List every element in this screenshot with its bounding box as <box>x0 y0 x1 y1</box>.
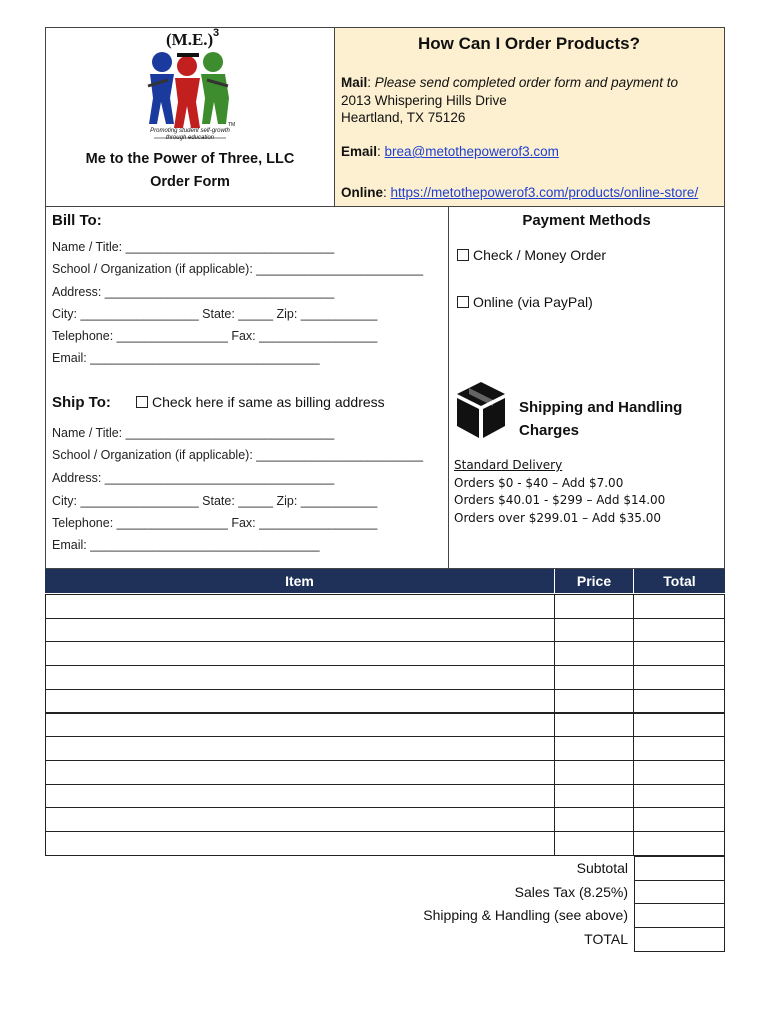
total-cell[interactable] <box>633 807 725 832</box>
company-name: Me to the Power of Three, LLC <box>85 151 295 167</box>
summary-value-box[interactable] <box>634 903 725 928</box>
price-cell[interactable] <box>554 736 634 761</box>
price-cell[interactable] <box>554 641 634 666</box>
item-cell[interactable] <box>45 784 555 809</box>
online-label: Online <box>341 185 384 200</box>
mail-text: Please send completed order form and payment to <box>374 75 678 90</box>
logo-tagline: Promoting student self-growth through education <box>150 128 230 141</box>
logo-text: (M.E.) <box>166 30 214 49</box>
summary-value-box[interactable] <box>634 856 725 881</box>
bill-to-title: Bill To: <box>52 212 102 229</box>
item-cell[interactable] <box>45 665 555 690</box>
email-label: Email <box>341 144 378 159</box>
total-cell[interactable] <box>633 618 725 643</box>
payment-option-check[interactable] <box>457 247 606 263</box>
standard-delivery-label: Standard Delivery <box>454 458 563 472</box>
total-cell[interactable] <box>633 736 725 761</box>
summary-label: Sales Tax (8.25%) <box>514 883 628 900</box>
ship-to-title: Ship To: <box>52 394 111 411</box>
online-line: Online: https://metothepowerof3.com/products/online-store/ <box>341 185 699 200</box>
shipping-rates <box>454 457 665 527</box>
email-link[interactable]: brea@metothepowerof3.com <box>384 144 559 159</box>
payment-option-paypal[interactable] <box>457 294 593 310</box>
bill-address-field[interactable]: Address: _________________________________ <box>52 285 335 299</box>
total-cell[interactable] <box>633 641 725 666</box>
shipping-box-icon <box>456 381 506 439</box>
company-logo <box>130 27 250 141</box>
company-block <box>50 148 330 194</box>
email-line: Email: brea@metothepowerof3.com <box>341 144 559 159</box>
shipping-title <box>519 396 682 442</box>
address-line-2: Heartland, TX 75126 <box>341 110 466 125</box>
mail-label: Mail <box>341 75 368 90</box>
shipping-rate-1: Orders $0 - $40 – Add $7.00 <box>454 475 624 490</box>
price-cell[interactable] <box>554 807 634 832</box>
divider <box>334 28 335 206</box>
same-as-billing-checkbox[interactable] <box>136 396 148 408</box>
total-column-header: Total <box>634 569 725 593</box>
price-cell[interactable] <box>554 689 634 714</box>
shipping-rate-2: Orders $40.01 - $299 – Add $14.00 <box>454 493 666 507</box>
check-money-order-label: Check / Money Order <box>473 247 607 263</box>
ship-address-field[interactable]: Address: _________________________________ <box>52 471 335 485</box>
item-cell[interactable] <box>45 760 555 785</box>
paypal-label: Online (via PayPal) <box>473 294 593 310</box>
total-cell[interactable] <box>633 713 725 738</box>
ship-phone-fax-field[interactable]: Telephone: ________________ Fax: _________________ <box>52 516 378 530</box>
total-cell[interactable] <box>633 784 725 809</box>
check-money-order-checkbox[interactable] <box>457 249 469 261</box>
price-column-header: Price <box>555 569 633 593</box>
total-cell[interactable] <box>633 831 725 856</box>
summary-label: Subtotal <box>576 860 628 876</box>
shipping-title-line-1: Shipping and Handling <box>519 399 683 416</box>
total-cell[interactable] <box>633 689 725 714</box>
item-cell[interactable] <box>45 641 555 666</box>
paypal-checkbox[interactable] <box>457 296 469 308</box>
price-cell[interactable] <box>554 665 634 690</box>
item-cell[interactable] <box>45 594 555 619</box>
same-as-billing-option[interactable] <box>136 394 385 410</box>
price-cell[interactable] <box>554 713 634 738</box>
online-store-link[interactable]: https://metothepowerof3.com/products/online-store/ <box>390 185 699 200</box>
shipping-title-line-2: Charges <box>519 422 580 439</box>
bill-phone-fax-field[interactable]: Telephone: ________________ Fax: _________________ <box>52 329 378 343</box>
summary-value-box[interactable] <box>634 927 725 952</box>
bill-email-field[interactable]: Email: _________________________________ <box>52 351 320 365</box>
ship-school-field[interactable]: School / Organization (if applicable): ________________________ <box>52 448 424 462</box>
trademark-mark: TM <box>228 122 236 128</box>
ship-name-field[interactable]: Name / Title: ______________________________ <box>52 426 335 440</box>
price-cell[interactable] <box>554 594 634 619</box>
price-cell[interactable] <box>554 831 634 856</box>
bill-school-field[interactable]: School / Organization (if applicable): ________________________ <box>52 262 424 276</box>
item-cell[interactable] <box>45 831 555 856</box>
total-cell[interactable] <box>633 594 725 619</box>
address-line-1: 2013 Whispering Hills Drive <box>341 93 507 108</box>
price-cell[interactable] <box>554 784 634 809</box>
summary-label: TOTAL <box>584 931 628 948</box>
shipping-rate-3: Orders over $299.01 – Add $35.00 <box>454 510 662 525</box>
payment-methods-title: Payment Methods <box>522 212 651 229</box>
item-cell[interactable] <box>45 713 555 738</box>
item-cell[interactable] <box>45 689 555 714</box>
how-to-order-title: How Can I Order Products? <box>418 34 640 53</box>
item-cell[interactable] <box>45 807 555 832</box>
bill-city-state-zip-field[interactable]: City: _________________ State: _____ Zip: ___________ <box>52 307 378 321</box>
mail-line: Mail: Please send completed order form and payment to <box>341 75 678 90</box>
summary-label: Shipping & Handling (see above) <box>423 907 628 924</box>
same-as-billing-label: Check here if same as billing address <box>152 394 385 410</box>
bill-name-field[interactable]: Name / Title: ______________________________ <box>52 240 335 254</box>
total-cell[interactable] <box>633 665 725 690</box>
item-cell[interactable] <box>45 736 555 761</box>
ship-email-field[interactable]: Email: _________________________________ <box>52 538 320 552</box>
item-column-header: Item <box>45 569 554 593</box>
logo-superscript: 3 <box>213 27 220 39</box>
total-cell[interactable] <box>633 760 725 785</box>
ship-city-state-zip-field[interactable]: City: _________________ State: _____ Zip: ___________ <box>52 494 378 508</box>
item-cell[interactable] <box>45 618 555 643</box>
form-title: Order Form <box>150 174 230 190</box>
price-cell[interactable] <box>554 760 634 785</box>
summary-value-box[interactable] <box>634 880 725 905</box>
price-cell[interactable] <box>554 618 634 643</box>
